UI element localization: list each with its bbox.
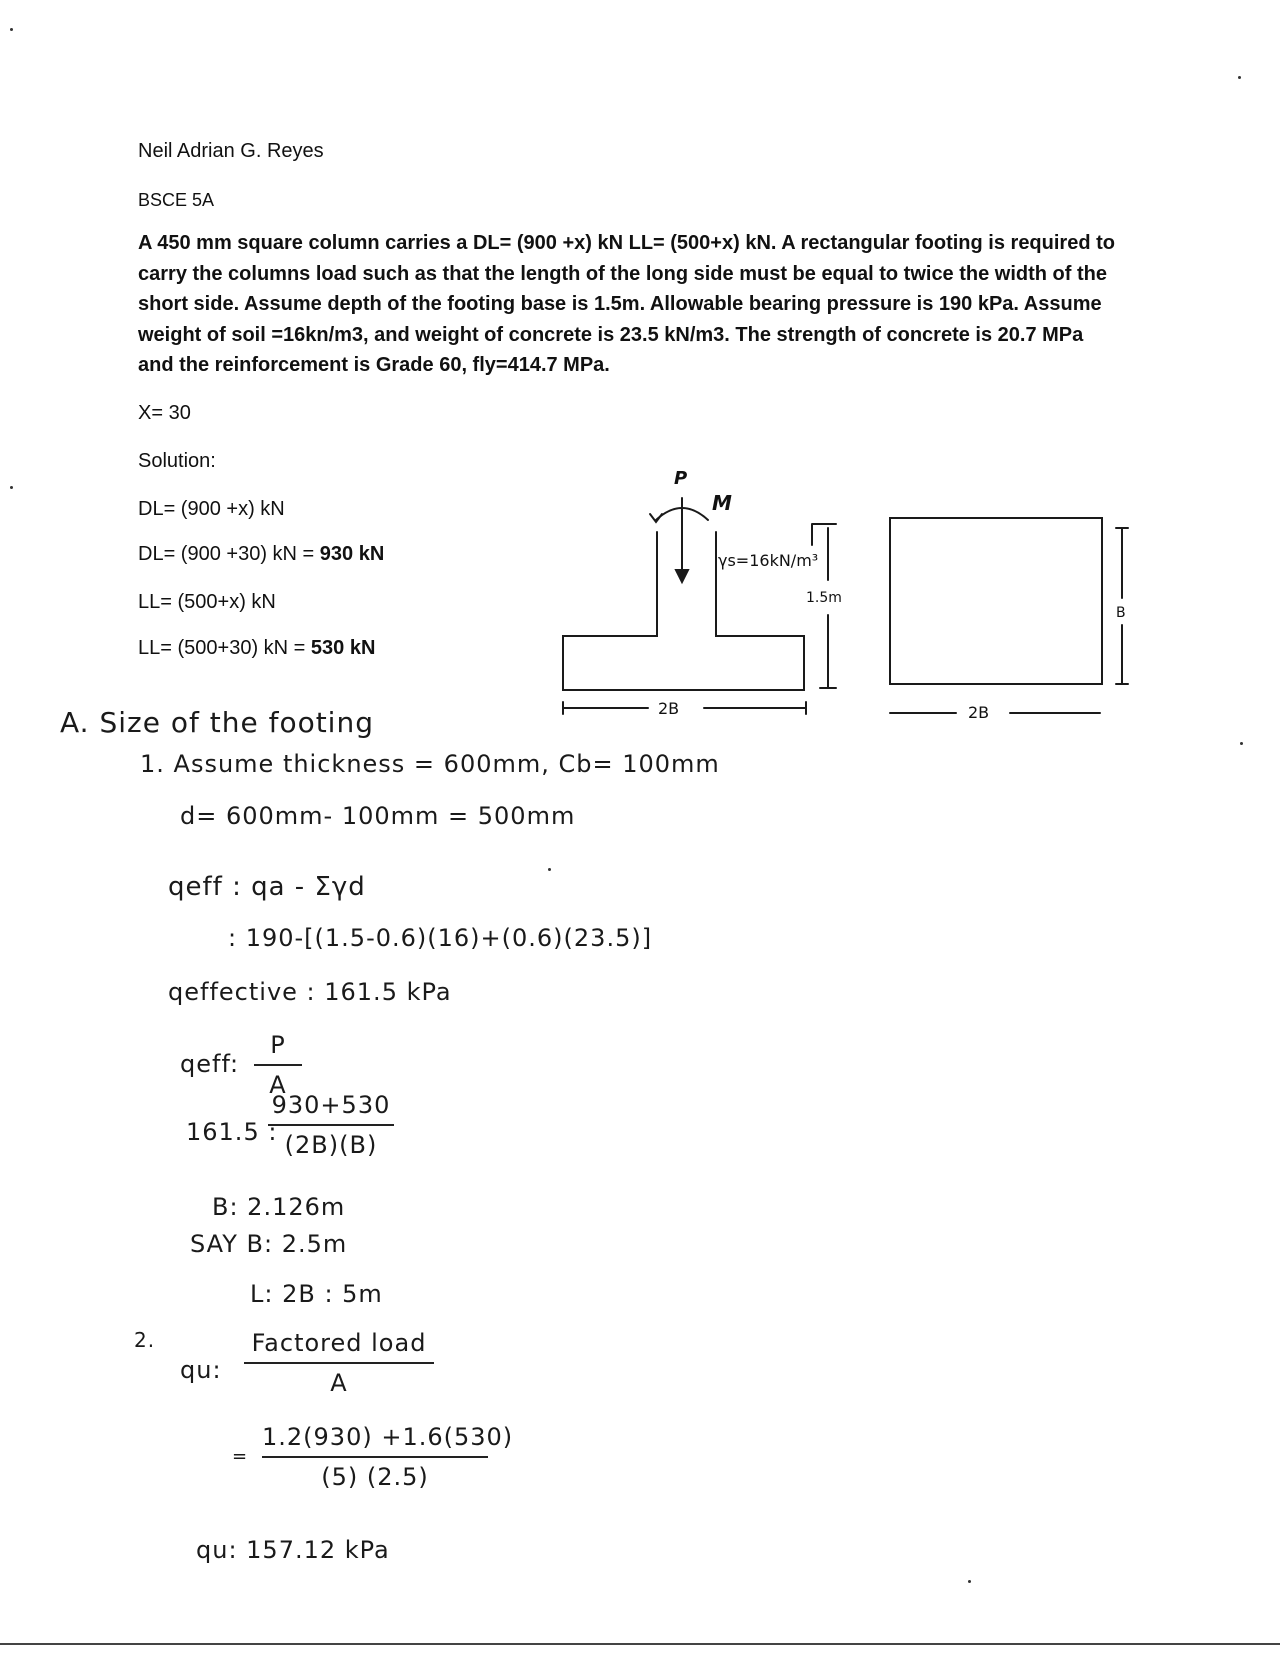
qeff-p-lhs: qeff: [180, 1050, 240, 1078]
ll-value-prefix: LL= (500+30) kN = [138, 637, 311, 659]
qu-lhs: qu: [180, 1356, 222, 1384]
qu-equals-sign: = [232, 1446, 249, 1467]
soil-weight-label: γs=16kN/m³ [718, 551, 819, 570]
step1-effective-depth: d= 600mm- 100mm = 500mm [180, 802, 576, 830]
qu-result: qu: 157.12 kPa [196, 1536, 390, 1564]
qu-substitution-fraction [262, 1422, 514, 1492]
scan-speck [1240, 742, 1243, 745]
solution-heading: Solution: [138, 450, 216, 472]
student-name: Neil Adrian G. Reyes [138, 140, 324, 162]
scan-speck [548, 868, 551, 871]
qu-numerator: Factored load [251, 1329, 427, 1357]
qeff-formula: qeff : qa - Σγd [168, 872, 366, 902]
depth-label: 1.5m [806, 590, 842, 606]
b-say: SAY B: 2.5m [190, 1230, 348, 1258]
ll-value-result: 530 kN [310, 637, 376, 659]
qu-fraction [244, 1328, 434, 1398]
dl-value-prefix: DL= (900 +30) kN = [138, 543, 320, 565]
load-label: P [674, 468, 688, 489]
plan-width-label: B [1116, 605, 1126, 621]
qu-denominator: A [330, 1369, 348, 1397]
qeff-p-numerator: P [270, 1031, 286, 1059]
part-a-heading: A. Size of the footing [60, 706, 374, 739]
step1-assume: 1. Assume thickness = 600mm, Cb= 100mm [140, 750, 720, 778]
bearing-equation-numerator: 930+530 [271, 1091, 391, 1119]
qeff-result: qeffective : 161.5 kPa [168, 978, 452, 1006]
x-value: X= 30 [138, 402, 191, 424]
student-section: BSCE 5A [138, 190, 215, 210]
problem-statement: A 450 mm square column carries a DL= (900 +x) kN LL= (500+x) kN. A rectangular footing is required to carry the columns load such as that the length of the long side must be equal to twice the width of the short side. Assume depth of the footing base is 1.5m. Allowable bearing pressure is 190 kPa. Assume weight of soil =16kn/m3, and weight of concrete is 23.5 kN/m3. The strength of concrete is 20.7 MPa and the reinforcement is Grade 60, fly=414.7 MPa. [138, 232, 1115, 376]
bottom-rule [0, 1643, 1280, 1645]
b-result: B: 2.126m [212, 1193, 346, 1221]
scan-speck [968, 1580, 971, 1583]
bearing-equation-denominator: (2B)(B) [284, 1131, 378, 1159]
qeff-substitution: : 190-[(1.5-0.6)(16)+(0.6)(23.5)] [228, 924, 653, 952]
bearing-equation-fraction [268, 1090, 394, 1160]
step2-label: 2. [134, 1328, 156, 1352]
plan-length-label: 2B [968, 703, 990, 722]
scan-speck [1238, 76, 1241, 79]
scan-speck [10, 28, 13, 31]
qu-substitution-numerator: 1.2(930) +1.6(530) [262, 1423, 514, 1451]
bearing-equation-lhs: 161.5 : [186, 1118, 278, 1146]
soil-bracket [812, 524, 822, 545]
moment-label: M [712, 491, 732, 515]
footing-plan-outline [890, 518, 1102, 684]
elevation-width-label: 2B [658, 699, 680, 718]
l-result: L: 2B : 5m [250, 1280, 383, 1308]
qeff-p-denominator: A [269, 1071, 287, 1099]
dl-value-result: 930 kN [319, 543, 385, 565]
scan-speck [10, 486, 13, 489]
ll-formula: LL= (500+x) kN [138, 591, 276, 613]
qu-substitution-denominator: (5) (2.5) [321, 1463, 429, 1491]
dl-formula: DL= (900 +x) kN [138, 498, 285, 520]
